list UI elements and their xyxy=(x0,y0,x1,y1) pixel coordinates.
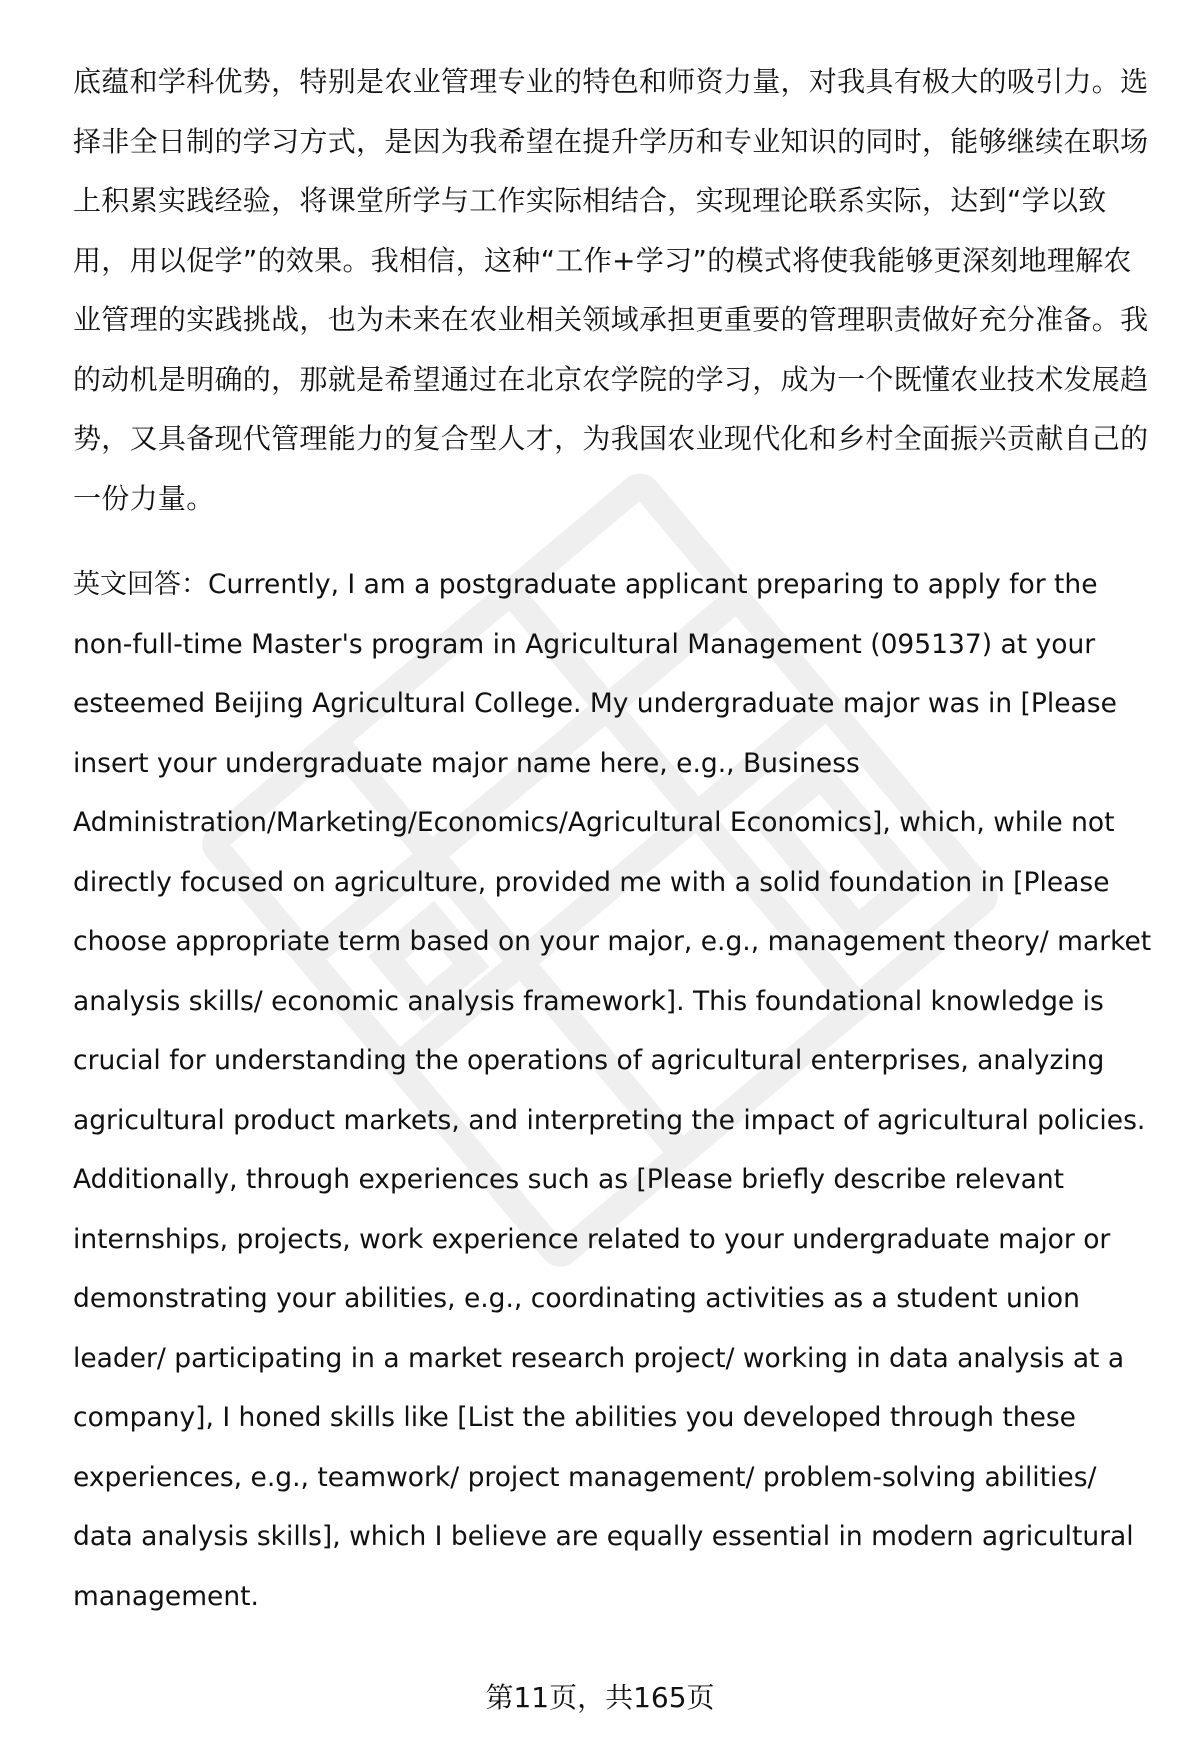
page-footer: 第11页，共165页 xyxy=(485,1681,715,1714)
document-body xyxy=(73,52,1153,1626)
english-paragraph: Currently, I am a postgraduate applicant preparing to apply for the non-full-time Master's program in Agricultural Management (095137) at your esteemed Beijing Agricultural College. My undergraduate major was in [Please insert your undergraduate major name here, e.g., Business Administration/Marketing/Economics/Agricultural Economics], which, while not directly focused on agriculture, provided me with a solid foundation in [Please choose appropriate term based on your major, e.g., management theory/ market analysis skills/ economic analysis framework]. This foundational knowledge is crucial for understanding the operations of agricultural enterprises, analyzing agricultural product markets, and interpreting the impact of agricultural policies. Additionally, through experiences such as [Please briefly describe relevant internships, projects, work experience related to your undergraduate major or demonstrating your abilities, e.g., coordinating activities as a student union leader/ participating in a market research project/ working in data analysis at a company], I honed skills like [List the abilities you developed through these experiences, e.g., teamwork/ project management/ problem-solving abilities/ data analysis skills], which I believe are equally essential in modern agricultural management. xyxy=(73,569,1152,1612)
chinese-paragraph: 底蕴和学科优势，特别是农业管理专业的特色和师资力量，对我具有极大的吸引力。选择非全日制的学习方式，是因为我希望在提升学历和专业知识的同时，能够继续在职场上积累实践经验，将课堂所学与工作实际相结合，实现理论联系实际，达到“学以致用，用以促学”的效果。我相信，这种“工作+学习”的模式将使我能够更深刻地理解农业管理的实践挑战，也为未来在农业相关领域承担更重要的管理职责做好充分准备。我的动机是明确的，那就是希望通过在北京农学院的学习，成为一个既懂农业技术发展趋势，又具备现代管理能力的复合型人才，为我国农业现代化和乡村全面振兴贡献自己的一份力量。 xyxy=(73,65,1149,515)
english-answer-label: 英文回答： xyxy=(73,569,208,600)
english-answer xyxy=(73,555,1153,1626)
